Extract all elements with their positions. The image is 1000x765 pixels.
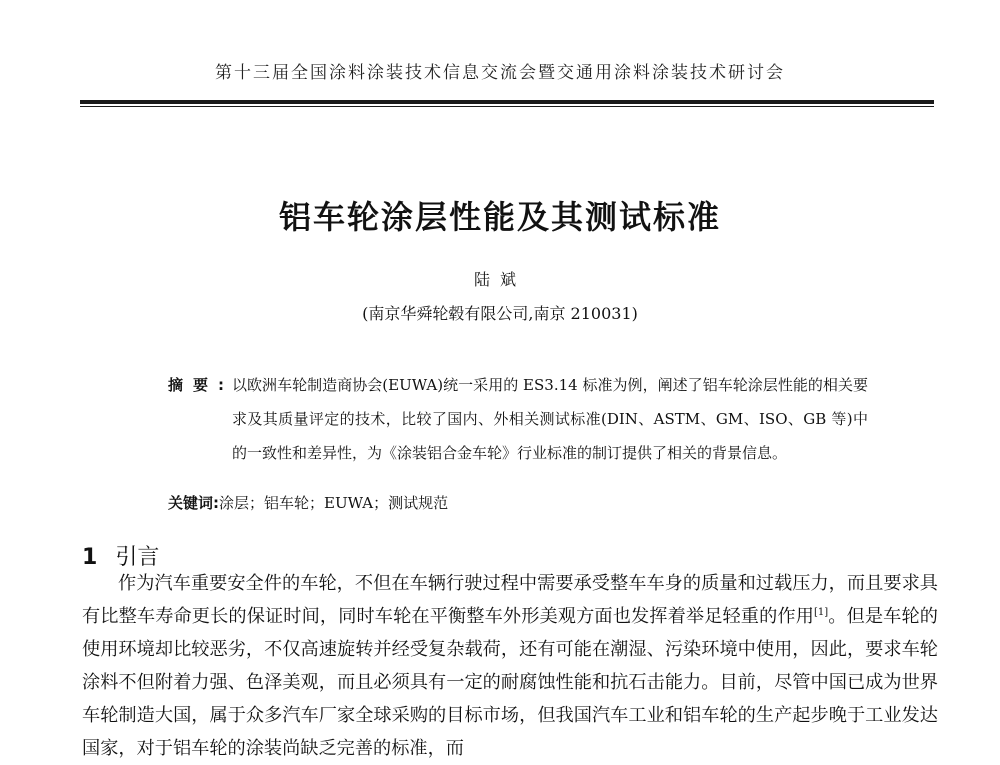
abstract-text: 以欧洲车轮制造商协会(EUWA)统一采用的 ES3.14 标准为例，阐述了铝车轮涂层性能的相关要求及其质量评定的技术，比较了国内、外相关测试标准(DIN、ASTM、GM、ISO、GB 等)中的一致性和差异性，为《涂装铝合金车轮》行业标准的制订提供了相关的背景信息。 xyxy=(232,376,868,462)
article-title: 铝车轮涂层性能及其测试标准 xyxy=(278,198,721,236)
author-name: 陆斌 xyxy=(473,270,526,289)
keywords-text: 涂层；铝车轮；EUWA；测试规范 xyxy=(219,494,449,512)
body-text-part1: 作为汽车重要安全件的车轮，不但在车辆行驶过程中需要承受整车车身的质量和过载压力，而且要求具有比整车寿命更长的保证时间，同时车轮在平衡整车外形美观方面也发挥着举足轻重的作用 xyxy=(82,573,938,627)
citation-ref[interactable]: [1] xyxy=(814,606,829,618)
abstract xyxy=(168,368,868,470)
header-rule xyxy=(80,100,934,104)
abstract-label: 摘要: xyxy=(168,376,234,394)
body-text-part2: 。但是车轮的使用环境却比较恶劣，不仅高速旋转并经受复杂载荷，还有可能在潮湿、污染环境中使用，因此，要求车轮涂料不但附着力强、色泽美观，而且必须具有一定的耐腐蚀性能和抗石击能力。目前，尽管中国已成为世界车轮制造大国，属于众多汽车厂家全球采购的目标市场，但我国汽车工业和铝车轮的生产起步晚于工业发达国家，对于铝车轮的涂装尚缺乏完善的标准，而 xyxy=(82,606,938,759)
body-paragraph xyxy=(82,567,938,765)
keywords xyxy=(168,492,448,513)
keywords-label: 关键词: xyxy=(168,494,219,512)
section-number: 1 xyxy=(82,545,98,570)
author-affiliation: (南京华舜轮毂有限公司,南京 210031) xyxy=(362,304,638,323)
running-header: 第十三届全国涂料涂装技术信息交流会暨交通用涂料涂装技术研讨会 xyxy=(215,63,785,83)
section-title: 引言 xyxy=(115,545,160,570)
